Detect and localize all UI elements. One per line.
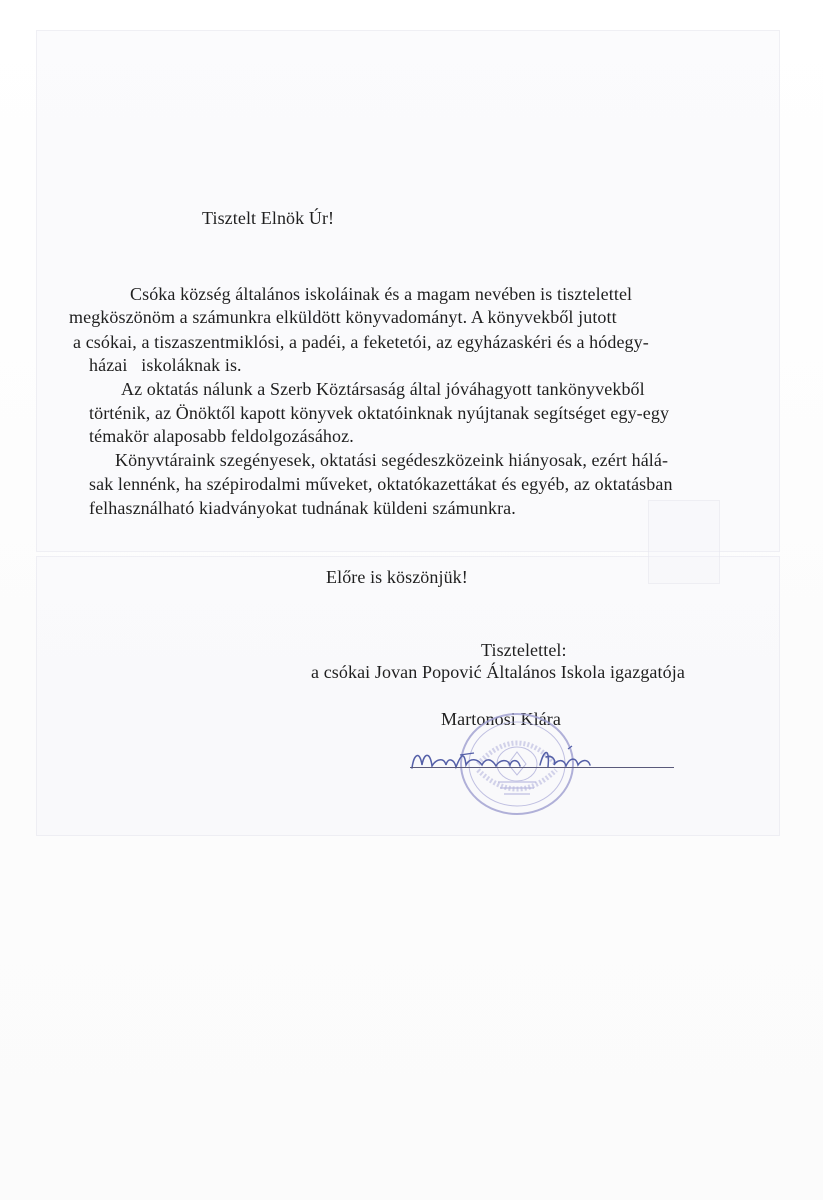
handwritten-signature	[400, 735, 600, 785]
body-line-6: történik, az Önöktől kapott könyvek oktatóinknak nyújtanak segítséget egy-egy	[89, 403, 670, 423]
body-line-1: Csóka község általános iskoláinak és a magam nevében is tisztelettel	[130, 284, 633, 304]
body-line-2: megköszönöm a számunkra elküldött könyvadományt. A könyvekből jutott	[69, 307, 617, 327]
body-line-7: témakör alaposabb feldolgozásához.	[89, 426, 354, 446]
body-line-10: felhasználható kiadványokat tudnának küldeni számunkra.	[89, 498, 516, 518]
body-line-9: sak lennénk, ha szépirodalmi műveket, oktatókazettákat és egyéb, az oktatásban	[89, 474, 673, 494]
signature-line	[410, 767, 674, 768]
closing-line: Tisztelettel:	[481, 640, 567, 660]
scan-artifact-right	[648, 500, 720, 584]
signer-title: a csókai Jovan Popović Általános Iskola igazgatója	[311, 662, 685, 682]
body-line-8: Könyvtáraink szegényesek, oktatási segédeszközeink hiányosak, ezért hálá-	[115, 450, 669, 470]
body-line-4: házai iskoláknak is.	[89, 355, 242, 375]
signer-name: Martonosi Klára	[441, 709, 561, 729]
body-line-3: a csókai, a tiszaszentmiklósi, a padéi, a feketetói, az egyházaskéri és a hódegy-	[73, 332, 649, 352]
scan-artifact-bottom	[36, 556, 780, 836]
thanks-line: Előre is köszönjük!	[326, 567, 468, 587]
body-line-5: Az oktatás nálunk a Szerb Köztársaság által jóváhagyott tankönyvekből	[121, 379, 645, 399]
salutation: Tisztelt Elnök Úr!	[202, 208, 335, 228]
